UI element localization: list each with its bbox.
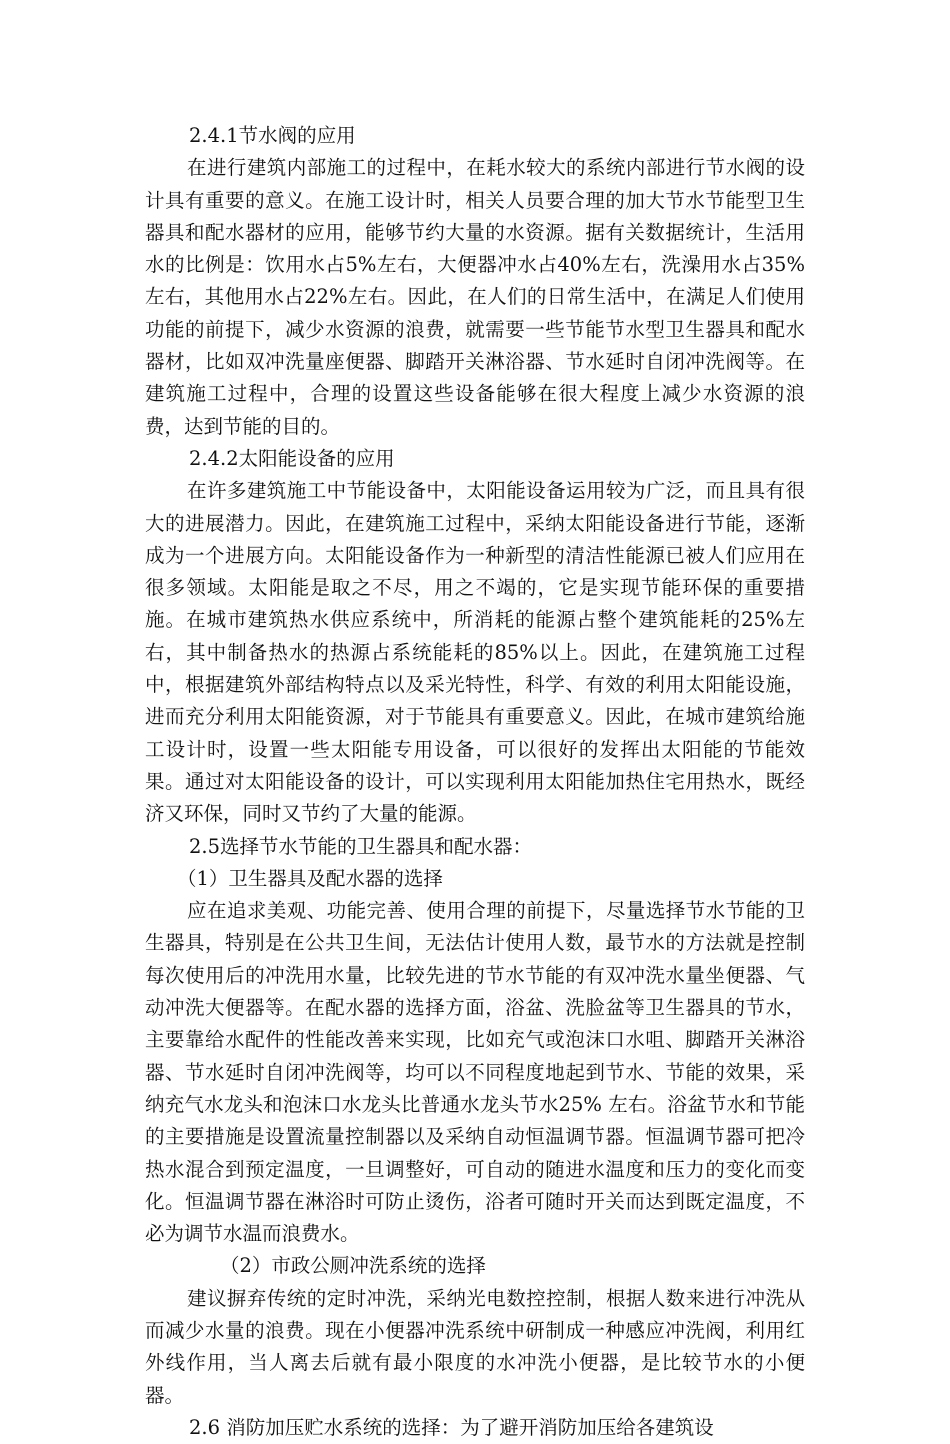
section-heading-2-6: 2.6 消防加压贮水系统的选择：为了避开消防加压给各建筑设 xyxy=(189,1415,714,1439)
paragraph-water-saving-valve: 在进行建筑内部施工的过程中，在耗水较大的系统内部进行节水阀的设计具有重要的意义。在施工设计时，相关人员要合理的加大节水节能型卫生器具和配水器材的应用，能够节约大量的水资源。据有关数据统计，生活用水的比例是：饮用水占5%左右，大便器冲水占40%左右，洗澡用水占35%左右，其他用水占22%左右。因此，在人们的日常生活中，在满足人们使用功能的前提下，减少水资源的浪费，就需要一些节能节水型卫生器具和配水器材，比如双冲洗量座便器、脚踏开关淋浴器、节水延时自闭冲洗阀等。在建筑施工过程中，合理的设置这些设备能够在很大程度上减少水资源的浪费，达到节能的目的。 xyxy=(145,156,805,438)
section-heading-2-4-2: 2.4.2太阳能设备的应用 xyxy=(189,446,395,470)
section-heading-2-5: 2.5选择节水节能的卫生器具和配水器： xyxy=(189,834,533,858)
paragraph-public-toilet: 建议摒弃传统的定时冲洗，采纳光电数控控制，根据人数来进行冲洗从而减少水量的浪费。现在小便器冲洗系统中研制成一种感应冲洗阀，利用红外线作用，当人离去后就有最小限度的水冲洗小便器，是比较节水的小便器。 xyxy=(145,1286,805,1407)
document-body xyxy=(145,120,805,1444)
subsection-heading-2: （2）市政公厕冲洗系统的选择 xyxy=(220,1254,486,1278)
section-heading-2-4-1: 2.4.1节水阀的应用 xyxy=(189,124,356,147)
paragraph-sanitary-ware: 应在追求美观、功能完善、使用合理的前提下，尽量选择节水节能的卫生器具，特别是在公共卫生间，无法估计使用人数，最节水的方法就是控制每次使用后的冲洗用水量，比较先进的节水节能的有双冲洗水量坐便器、气动冲洗大便器等。在配水器的选择方面，浴盆、洗脸盆等卫生器具的节水，主要靠给水配件的性能改善来实现，比如充气或泡沫口水咀、脚踏开关淋浴器、节水延时自闭冲洗阀等，均可以不同程度地起到节水、节能的效果，采纳充气水龙头和泡沫口水龙头比普通水龙头节水25% 左右。浴盆节水和节能的主要措施是设置流量控制器以及采纳自动恒温调节器。恒温调节器可把冷热水混合到预定温度，一旦调整好，可自动的随进水温度和压力的变化而变化。恒温调节器在淋浴时可防止烫伤，浴者可随时开关而达到既定温度，不必为调节水温而浪费水。 xyxy=(145,899,805,1246)
paragraph-solar-equipment: 在许多建筑施工中节能设备中，太阳能设备运用较为广泛，而且具有很大的进展潜力。因此，在建筑施工过程中，采纳太阳能设备进行节能，逐渐成为一个进展方向。太阳能设备作为一种新型的清洁性能源已被人们应用在很多领域。太阳能是取之不尽，用之不竭的，它是实现节能环保的重要措施。在城市建筑热水供应系统中，所消耗的能源占整个建筑能耗的25%左右，其中制备热水的热源占系统能耗的85%以上。因此，在建筑施工过程中，根据建筑外部结构特点以及采光特性，科学、有效的利用太阳能设施，进而充分利用太阳能资源，对于节能具有重要意义。因此，在城市建筑给施工设计时，设置一些太阳能专用设备，可以很好的发挥出太阳能的节能效果。通过对太阳能设备的设计，可以实现利用太阳能加热住宅用热水，既经济又环保，同时又节约了大量的能源。 xyxy=(145,479,805,826)
subsection-heading-1: （1）卫生器具及配水器的选择 xyxy=(177,866,443,890)
